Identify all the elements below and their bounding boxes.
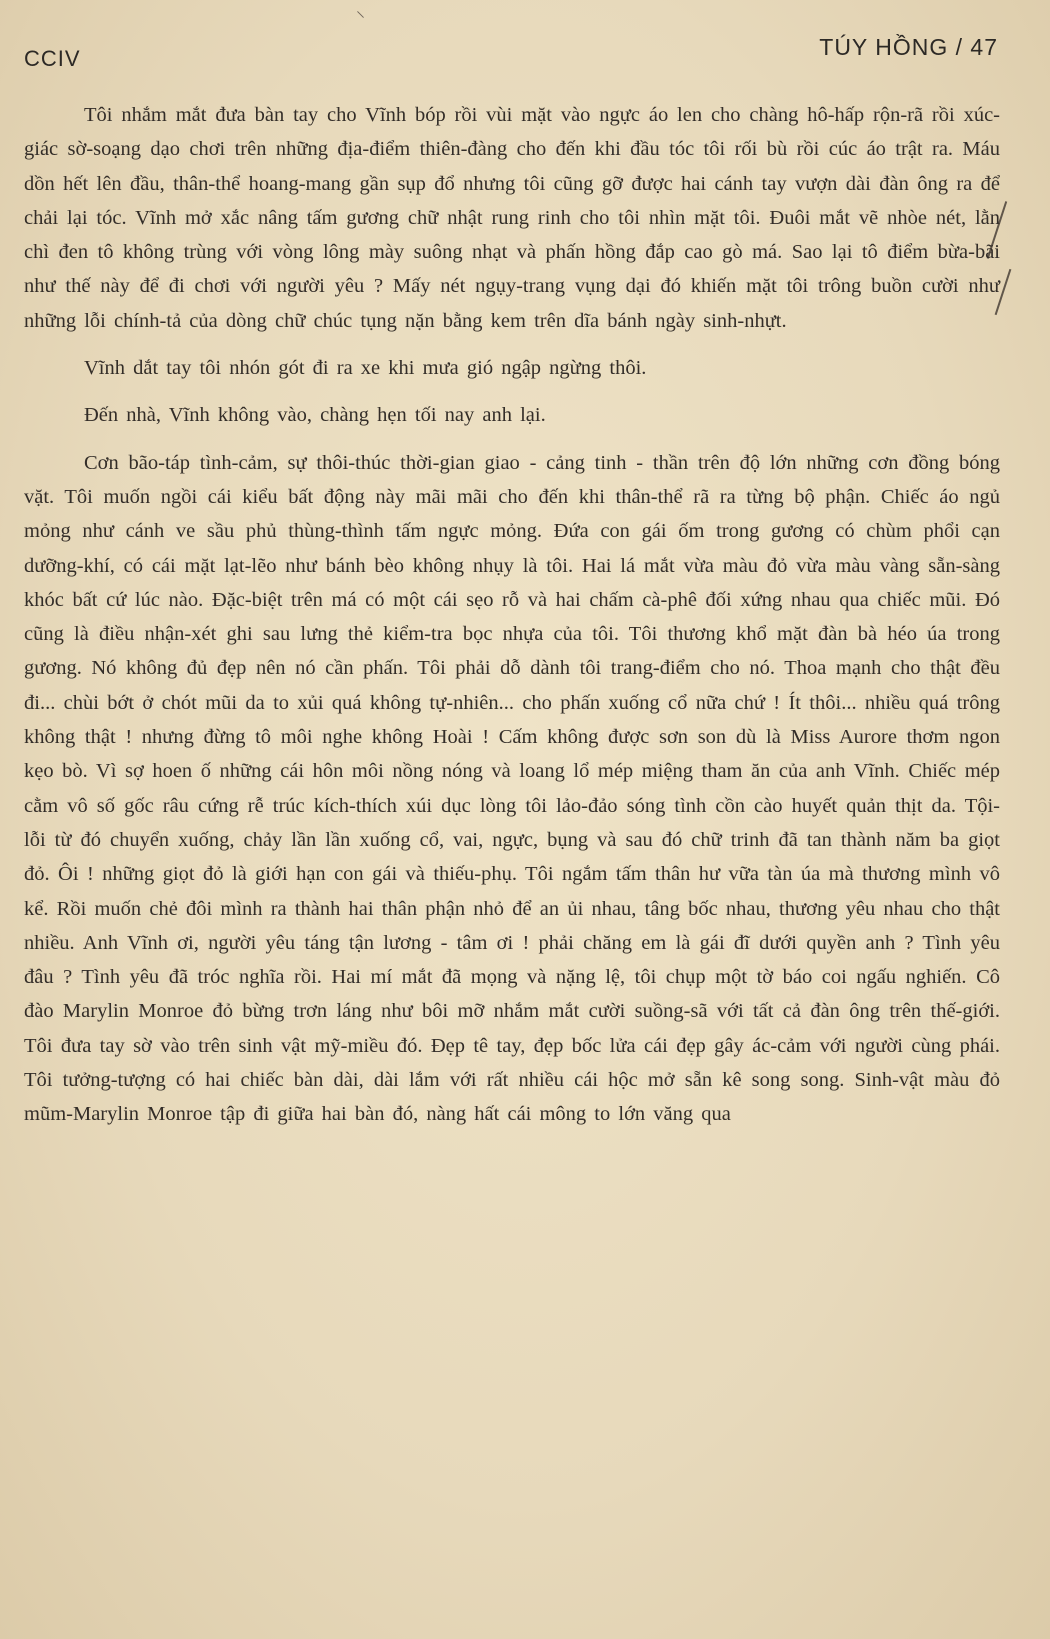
paragraph: Vĩnh dắt tay tôi nhón gót đi ra xe khi mưa gió ngập ngừng thôi. [84,357,647,380]
paragraph: Cơn bão-táp tình-cảm, sự thôi-thúc thời-gian giao - cảng tinh - thần trên độ lớn những cơn đồng bóng vặt. Tôi muốn ngồi cái kiểu bất động này mãi mãi cho đến khi thân-thể rã ra từng bộ phận. Chiếc áo ngủ mỏng như cánh ve sầu phủ thùng-thình tấm ngực mỏng. Đứa con gái ốm trong gương có chùm phổi cạn dưỡng-khí, có cái mặt lạt-lẽo như bánh bèo không nhụy là tôi. Hai lá mắt vừa màu đỏ vừa màu vàng sẵn-sàng khóc bất cứ lúc nào. Đặc-biệt trên má có một cái sẹo rỗ và hai chấm cà-phê đối xứng nhau qua chiếc mũi. Đó cũng là điều nhận-xét ghi sau lưng thẻ kiểm-tra bọc nhựa của tôi. Tôi thương khổ mặt đàn bà héo úa trong gương. Nó không đủ đẹp nên nó cần phấn. Tôi phải dỗ dành tôi trang-điểm cho nó. Thoa mạnh cho thật đều đi... chùi bớt ở chót mũi da to xủi quá không tự-nhiên... cho phấn xuống cổ nữa chứ ! Ít thôi... nhiều quá trông không thật ! nhưng đừng tô môi nghe không Hoài ! Cấm không được sơn son dù là Miss Aurore thơm ngon kẹo bò. Vì sợ hoen ố những cái hôn môi nồng nóng và loang lổ mép miệng tham ăn của anh Vĩnh. Chiếc mép cằm vô số gốc râu cứng rễ trúc kích-thích xúi dục lòng tôi lảo-đảo sóng tình cồn cào huyết quản thịt da. Tội-lỗi từ đó chuyển xuống, chảy lần lần xuống cổ, vai, ngực, bụng và sau đó chữ trinh đã tan thành năm ba giọt đỏ. Ôi ! những giọt đỏ là giới hạn con gái và thiếu-phụ. Tôi ngắm tấm thân hư vữa tàn úa mà thương mình vô kể. Rồi muốn chẻ đôi mình ra thành hai thân phận nhỏ để an ủi nhau, tâng bốc nhau, thương yêu nhau cho thật nhiều. Anh Vĩnh ơi, người yêu táng tận lương - tâm ơi ! phải chăng em là gái đĩ dưới quyền anh ? Tình yêu đâu ? Tình yêu đã tróc nghĩa rồi. Hai mí mắt đã mọng và nặng lệ, tôi chụp một tờ báo coi ngấu nghiến. Cô đào Marylin Monroe đỏ bừng trơn láng như bôi mỡ nhắm mắt cười suồng-sã với tất cả đàn ông trên thế-giới. Tôi đưa tay sờ vào trên sinh vật mỹ-miều đó. Đẹp tê tay, đẹp bốc lửa cái đẹp gây ác-cảm với người cùng phái. Tôi tưởng-tượng có hai chiếc bàn dài, dài lắm với rất nhiều cái hộc mở sẵn kê song song. Sinh-vật màu đỏ mũm-Marylin Monroe tập đi giữa hai bàn đó, nàng hất cái mông to lớn văng qua [24,451,1000,1126]
paragraph: Tôi nhắm mắt đưa bàn tay cho Vĩnh bóp rồi vùi mặt vào ngực áo len cho chàng hô-hấp rộn-rã rồi xúc-giác sờ-soạng dạo chơi trên những địa-điểm thiên-đàng cho đến khi đầu tóc tôi rối bù rồi cúc áo trật ra. Máu dồn hết lên đầu, thân-thể hoang-mang gần sụp đổ nhưng tôi cũng gỡ được hai cánh tay vượn dài đàn ông ra để chải lại tóc. Vĩnh mở xắc nâng tấm gương chữ nhật rung rinh cho tôi nhìn mặt tôi. Đuôi mắt vẽ nhòe nét, lằn chì đen tô không trùng với vòng lông mày suông nhạt và phấn hồng đắp cao gò má. Sao lại tô điểm bừa-bãi như thế này để đi chơi với người yêu ? Mấy nét ngụy-trang vụng dại đó khiến mặt tôi trông buồn cười như những lỗi chính-tả của dòng chữ chúc tụng nặn bằng kem trên dĩa bánh ngày sinh-nhựt. [24,104,1000,332]
ink-smudge-mark: ⸌ [356,8,365,29]
paragraph: Đến nhà, Vĩnh không vào, chàng hẹn tối nay anh lại. [84,404,546,427]
page-code: CCIV [24,46,81,71]
running-title: TÚY HỒNG / 47 [819,34,998,60]
body-text [24,98,1000,1145]
running-header [0,30,1050,70]
